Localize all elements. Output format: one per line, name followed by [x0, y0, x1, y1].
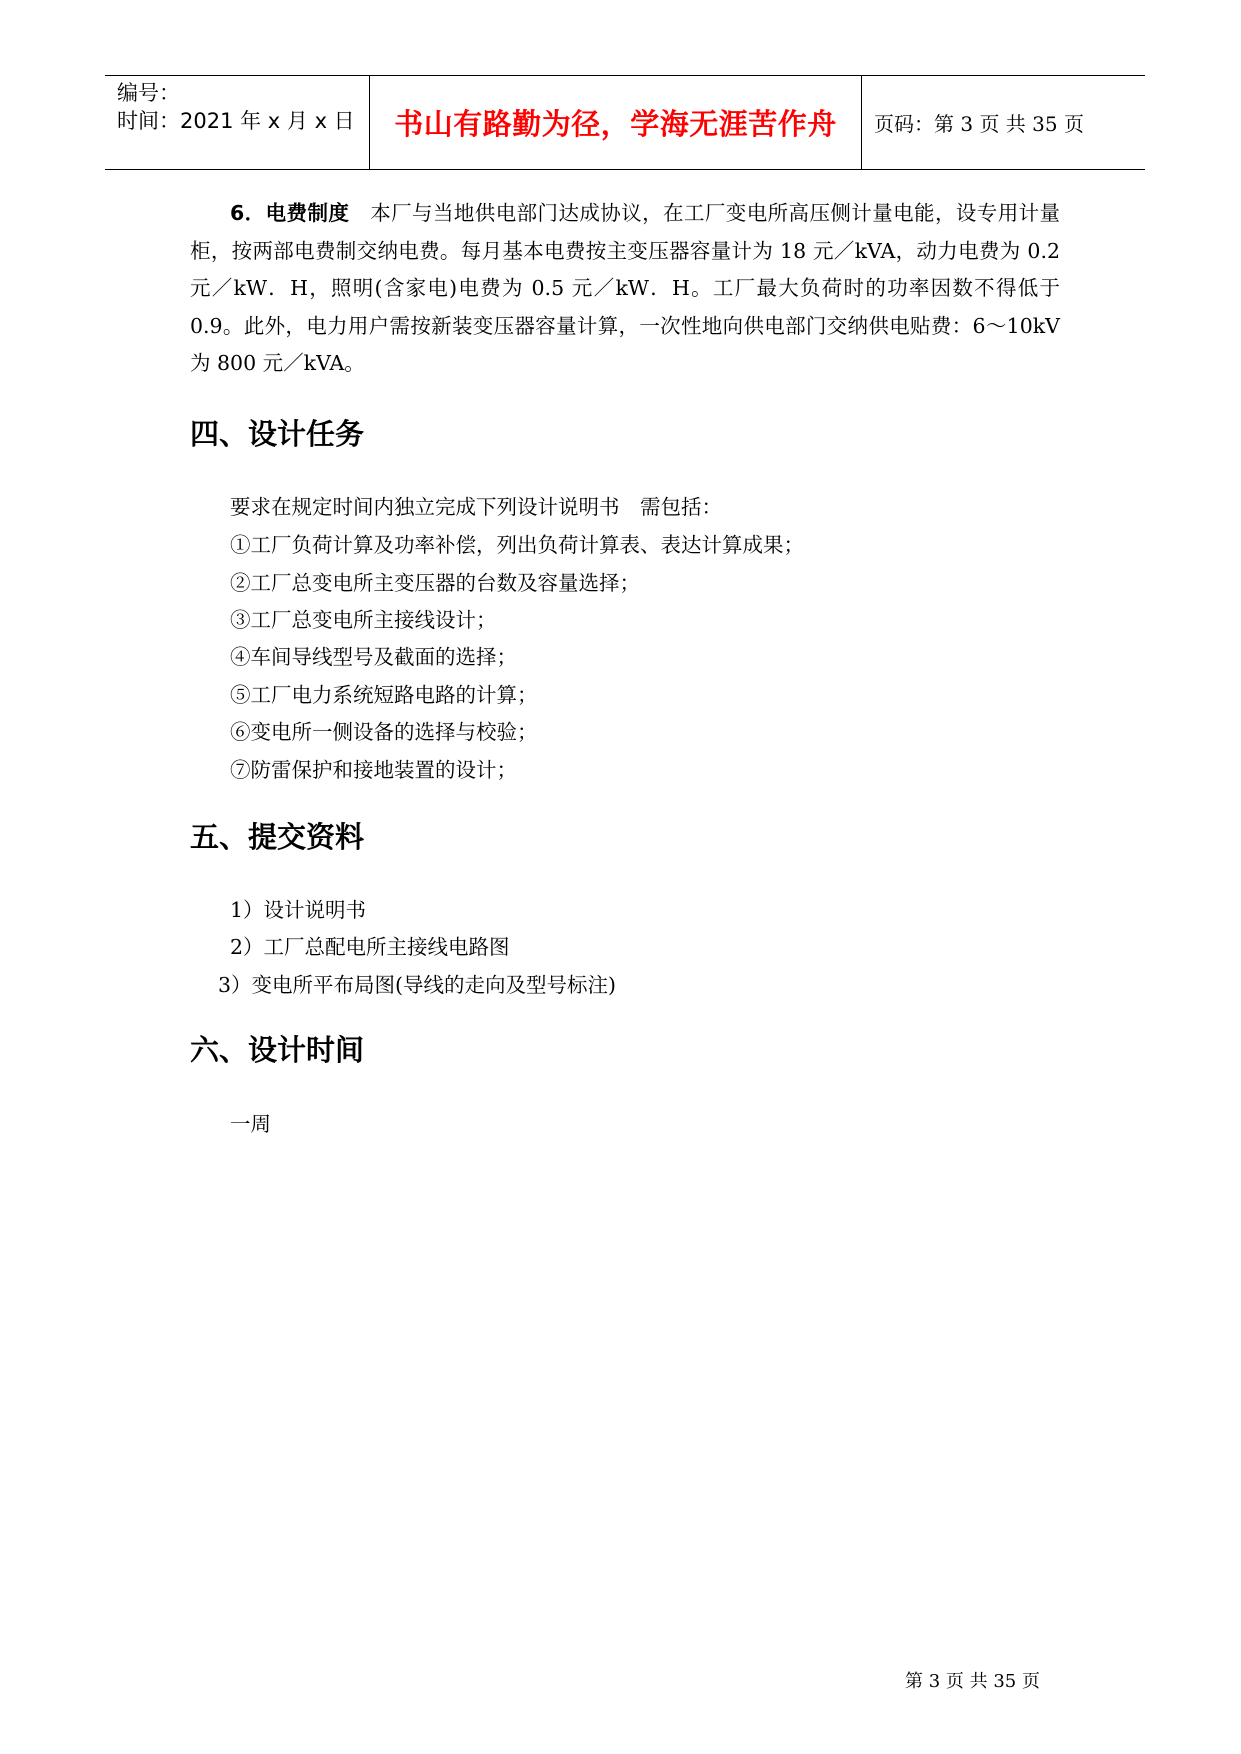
fee-system-paragraph — [190, 195, 1060, 383]
submission-item: 2）工厂总配电所主接线电路图 — [230, 935, 510, 959]
number-label: 编号： — [117, 81, 180, 105]
page-header — [105, 75, 1145, 170]
task-item: ①工厂负荷计算及功率补偿，列出负荷计算表、表达计算成果； — [230, 533, 804, 557]
fee-system-title: 电费制度 — [265, 201, 350, 225]
tasks-intro: 要求在规定时间内独立完成下列设计说明书 需包括： — [230, 495, 722, 519]
page-footer: 第 3 页 共 35 页 — [905, 1671, 1040, 1692]
task-item: ⑦防雷保护和接地装置的设计； — [230, 758, 517, 782]
design-time-value: 一周 — [230, 1112, 271, 1136]
fee-system-number: 6． — [230, 201, 266, 225]
task-item: ⑤工厂电力系统短路电路的计算； — [230, 683, 538, 707]
task-item: ⑥变电所一侧设备的选择与校验； — [230, 720, 538, 744]
submission-item: 3）变电所平布局图(导线的走向及型号标注) — [218, 973, 617, 997]
task-item: ④车间导线型号及截面的选择； — [230, 645, 517, 669]
header-meta — [105, 76, 370, 169]
header-motto: 书山有路勤为径，学海无涯苦作舟 — [370, 76, 862, 169]
heading-design-time: 六、设计时间 — [190, 1033, 365, 1067]
date-label: 时间：2021 年 x 月 x 日 — [117, 109, 355, 133]
heading-design-tasks: 四、设计任务 — [190, 417, 365, 451]
submission-item: 1）设计说明书 — [230, 898, 367, 922]
task-item: ②工厂总变电所主变压器的台数及容量选择； — [230, 571, 640, 595]
fee-system-text: 本厂与当地供电部门达成协议，在工厂变电所高压侧计量电能，设专用计量柜，按两部电费制交纳电费。每月基本电费按主变压器容量计为 18 元／kVA，动力电费为 0.2 元／kW．H，照明(含家电)电费为 0.5 元／kW．H。工厂最大负荷时的功率因数不得低于 0.9。此外，电力用户需按新装变压器容量计算，一次性地向供电部门交纳供电贴费：6～10kV 为 800 元／kVA。 — [190, 201, 1061, 375]
task-item: ③工厂总变电所主接线设计； — [230, 608, 497, 632]
heading-submissions: 五、提交资料 — [190, 820, 365, 854]
header-page-info: 页码：第 3 页 共 35 页 — [874, 112, 1084, 136]
